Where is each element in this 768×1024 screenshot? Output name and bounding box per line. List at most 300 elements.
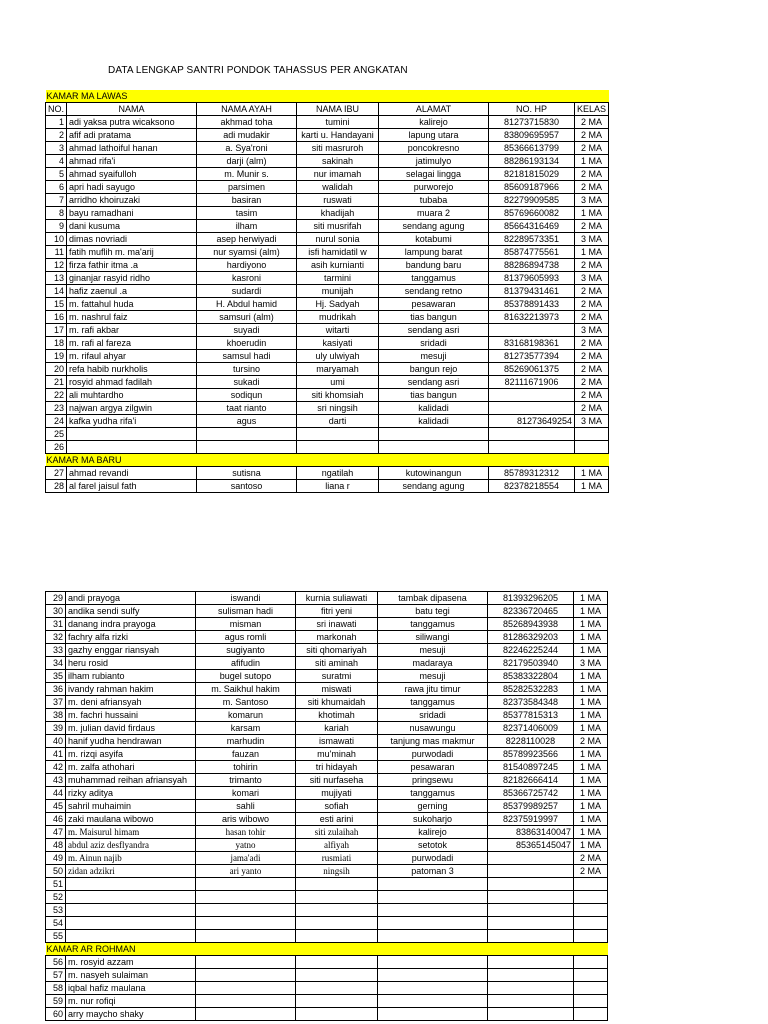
santri-name: najwan argya zilgwin <box>67 402 197 415</box>
row-number: 36 <box>46 683 66 696</box>
mother-name: kariah <box>296 722 378 735</box>
santri-name: arry maycho shaky <box>66 1008 196 1021</box>
santri-name: ali muhtardho <box>67 389 197 402</box>
father-name <box>196 956 296 969</box>
father-name: akhmad toha <box>197 116 297 129</box>
father-name: komari <box>196 787 296 800</box>
phone-number <box>488 904 574 917</box>
address <box>378 969 488 982</box>
santri-name: m. nasyeh sulaiman <box>66 969 196 982</box>
address: rawa jitu timur <box>378 683 488 696</box>
table-row <box>46 696 608 709</box>
class-level <box>575 441 609 454</box>
father-name: agus romli <box>196 631 296 644</box>
table-row <box>46 657 608 670</box>
address: mesuji <box>378 670 488 683</box>
father-name <box>196 891 296 904</box>
father-name <box>197 441 297 454</box>
table-row <box>46 904 608 917</box>
address: lampung barat <box>379 246 489 259</box>
phone-number <box>488 878 574 891</box>
class-level: 1 MA <box>574 761 608 774</box>
address <box>378 917 488 930</box>
father-name: karsam <box>196 722 296 735</box>
phone-number: 85269061375 <box>489 363 575 376</box>
column-header: NAMA AYAH <box>197 103 297 116</box>
phone-number <box>488 852 574 865</box>
mother-name: umi <box>297 376 379 389</box>
row-number: 19 <box>46 350 67 363</box>
father-name: santoso <box>197 480 297 493</box>
phone-number <box>489 428 575 441</box>
mother-name: fitri yeni <box>296 605 378 618</box>
column-header: NAMA IBU <box>297 103 379 116</box>
santri-name: muhammad reihan afriansyah <box>66 774 196 787</box>
santri-name: ivandy rahman hakim <box>66 683 196 696</box>
table-row <box>46 631 608 644</box>
row-number: 15 <box>46 298 67 311</box>
phone-number: 81379605993 <box>489 272 575 285</box>
class-level: 1 MA <box>574 813 608 826</box>
row-number: 56 <box>46 956 66 969</box>
mother-name: munijah <box>297 285 379 298</box>
mother-name: darti <box>297 415 379 428</box>
mother-name: liana r <box>297 480 379 493</box>
santri-name: sahril muhaimin <box>66 800 196 813</box>
section-kamar-ar-rohman <box>46 943 608 956</box>
address: sendang agung <box>379 220 489 233</box>
row-number: 35 <box>46 670 66 683</box>
address: sendang retno <box>379 285 489 298</box>
phone-number <box>489 389 575 402</box>
address <box>378 995 488 1008</box>
father-name: agus <box>197 415 297 428</box>
santri-name: andi prayoga <box>66 592 196 605</box>
table-row <box>46 930 608 943</box>
class-level: 2 MA <box>575 116 609 129</box>
row-number: 26 <box>46 441 67 454</box>
santri-name: m. rizqi asyifa <box>66 748 196 761</box>
father-name <box>196 904 296 917</box>
father-name: tohirin <box>196 761 296 774</box>
section-kamar-ma-baru <box>46 454 609 467</box>
table-row <box>46 480 609 493</box>
class-level: 2 MA <box>574 865 608 878</box>
class-level <box>574 930 608 943</box>
address: pringsewu <box>378 774 488 787</box>
father-name: hardiyono <box>197 259 297 272</box>
father-name: marhudin <box>196 735 296 748</box>
santri-name: abdul aziz desflyandra <box>66 839 196 852</box>
class-level: 1 MA <box>575 246 609 259</box>
table-row <box>46 592 608 605</box>
class-level: 3 MA <box>575 415 609 428</box>
mother-name: siti khumaidah <box>296 696 378 709</box>
mother-name: tri hidayah <box>296 761 378 774</box>
address: jatimulyo <box>379 155 489 168</box>
table-row <box>46 826 608 839</box>
address: bangun rejo <box>379 363 489 376</box>
phone-number: 82279909585 <box>489 194 575 207</box>
mother-name: siti zulaihah <box>296 826 378 839</box>
phone-number: 81273649254 <box>489 415 575 428</box>
address: nusawungu <box>378 722 488 735</box>
table-row <box>46 878 608 891</box>
table-row <box>46 376 609 389</box>
phone-number <box>488 1008 574 1021</box>
section-kamar-ma-lawas <box>46 90 609 103</box>
father-name: m. Munir s. <box>197 168 297 181</box>
father-name: m. Santoso <box>196 696 296 709</box>
mother-name: mu'minah <box>296 748 378 761</box>
father-name: parsimen <box>197 181 297 194</box>
address: tanggamus <box>378 696 488 709</box>
santri-name: m. rosyid azzam <box>66 956 196 969</box>
mother-name <box>296 917 378 930</box>
father-name: sugiyanto <box>196 644 296 657</box>
mother-name: karti u. Handayani <box>297 129 379 142</box>
class-level <box>574 995 608 1008</box>
santri-name: zidan adzikri <box>66 865 196 878</box>
table-header-row <box>46 103 609 116</box>
row-number: 37 <box>46 696 66 709</box>
mother-name: kasiyati <box>297 337 379 350</box>
row-number: 49 <box>46 852 66 865</box>
santri-name: apri hadi sayugo <box>67 181 197 194</box>
class-level <box>574 982 608 995</box>
santri-name: m. fachri hussaini <box>66 709 196 722</box>
table-row <box>46 389 609 402</box>
phone-number <box>488 917 574 930</box>
phone-number: 85789312312 <box>489 467 575 480</box>
class-level: 2 MA <box>575 402 609 415</box>
phone-number: 82336720465 <box>488 605 574 618</box>
phone-number: 85378891433 <box>489 298 575 311</box>
santri-name: kafka yudha rifa'i <box>67 415 197 428</box>
address: kalidadi <box>379 402 489 415</box>
santri-name: afif adi pratama <box>67 129 197 142</box>
row-number: 34 <box>46 657 66 670</box>
table-row <box>46 220 609 233</box>
row-number: 40 <box>46 735 66 748</box>
santri-name: adi yaksa putra wicaksono <box>67 116 197 129</box>
santri-name: zaki maulana wibowo <box>66 813 196 826</box>
table-row <box>46 142 609 155</box>
address: pesawaran <box>379 298 489 311</box>
phone-number: 85366613799 <box>489 142 575 155</box>
father-name: sutisna <box>197 467 297 480</box>
phone-number: 82111671906 <box>489 376 575 389</box>
mother-name: esti arini <box>296 813 378 826</box>
class-level: 1 MA <box>574 696 608 709</box>
phone-number <box>488 956 574 969</box>
class-level: 1 MA <box>574 592 608 605</box>
santri-name: hafiz zaenul .a <box>67 285 197 298</box>
table-row <box>46 852 608 865</box>
column-header: NO. HP <box>489 103 575 116</box>
mother-name: siti aminah <box>296 657 378 670</box>
santri-name: m. rafi akbar <box>67 324 197 337</box>
santri-name <box>66 917 196 930</box>
mother-name: sofiah <box>296 800 378 813</box>
mother-name: tumini <box>297 116 379 129</box>
table-row <box>46 722 608 735</box>
santri-name: ahmad syaifulloh <box>67 168 197 181</box>
table-row <box>46 709 608 722</box>
father-name: iswandi <box>196 592 296 605</box>
father-name: nur syamsi (alm) <box>197 246 297 259</box>
santri-name: ahmad rifa'i <box>67 155 197 168</box>
father-name: basiran <box>197 194 297 207</box>
class-level <box>574 904 608 917</box>
row-number: 42 <box>46 761 66 774</box>
section-label: KAMAR MA BARU <box>46 454 609 467</box>
father-name: sudardi <box>197 285 297 298</box>
father-name <box>196 1008 296 1021</box>
address: tanggamus <box>378 618 488 631</box>
class-level: 1 MA <box>574 631 608 644</box>
mother-name: rusmiati <box>296 852 378 865</box>
class-level: 2 MA <box>575 311 609 324</box>
address: mesuji <box>379 350 489 363</box>
address: tias bangun <box>379 311 489 324</box>
phone-number: 85769660082 <box>489 207 575 220</box>
row-number: 18 <box>46 337 67 350</box>
table-row <box>46 865 608 878</box>
address: pesawaran <box>378 761 488 774</box>
row-number: 16 <box>46 311 67 324</box>
address: sendang asri <box>379 324 489 337</box>
table-row <box>46 787 608 800</box>
table-row <box>46 800 608 813</box>
row-number: 60 <box>46 1008 66 1021</box>
class-level: 1 MA <box>574 709 608 722</box>
mother-name: sri inawati <box>296 618 378 631</box>
row-number: 51 <box>46 878 66 891</box>
table-row <box>46 670 608 683</box>
address: madaraya <box>378 657 488 670</box>
table-row <box>46 618 608 631</box>
table-row <box>46 683 608 696</box>
mother-name: nurul sonia <box>297 233 379 246</box>
father-name: yatno <box>196 839 296 852</box>
class-level: 2 MA <box>575 389 609 402</box>
class-level: 2 MA <box>575 259 609 272</box>
row-number: 46 <box>46 813 66 826</box>
father-name <box>196 917 296 930</box>
address: patoman 3 <box>378 865 488 878</box>
row-number: 28 <box>46 480 67 493</box>
mother-name: maryamah <box>297 363 379 376</box>
mother-name: nur imamah <box>297 168 379 181</box>
santri-name: fachry alfa rizki <box>66 631 196 644</box>
table-row <box>46 969 608 982</box>
table-row <box>46 233 609 246</box>
row-number: 21 <box>46 376 67 389</box>
row-number: 2 <box>46 129 67 142</box>
father-name: fauzan <box>196 748 296 761</box>
mother-name <box>297 441 379 454</box>
column-header: KELAS <box>575 103 609 116</box>
phone-number <box>488 982 574 995</box>
address: tanjung mas makmur <box>378 735 488 748</box>
class-level: 1 MA <box>574 774 608 787</box>
row-number: 11 <box>46 246 67 259</box>
class-level: 2 MA <box>574 735 608 748</box>
santri-name: m. Maisurul himam <box>66 826 196 839</box>
address: kalirejo <box>378 826 488 839</box>
phone-number: 85874775561 <box>489 246 575 259</box>
phone-number <box>489 324 575 337</box>
mother-name: siti musrifah <box>297 220 379 233</box>
address: mesuji <box>378 644 488 657</box>
santri-name: iqbal hafiz maulana <box>66 982 196 995</box>
santri-name: firza fathir itma .a <box>67 259 197 272</box>
row-number: 6 <box>46 181 67 194</box>
phone-number <box>488 969 574 982</box>
father-name: tasim <box>197 207 297 220</box>
santri-name <box>66 891 196 904</box>
phone-number: 81393296205 <box>488 592 574 605</box>
phone-number: 82371406009 <box>488 722 574 735</box>
row-number: 7 <box>46 194 67 207</box>
mother-name: siti masruroh <box>297 142 379 155</box>
mother-name: ruswati <box>297 194 379 207</box>
santri-name: refa habib nurkholis <box>67 363 197 376</box>
mother-name: khadijah <box>297 207 379 220</box>
row-number: 31 <box>46 618 66 631</box>
address: sridadi <box>378 709 488 722</box>
row-number: 1 <box>46 116 67 129</box>
address: kotabumi <box>379 233 489 246</box>
father-name: trimanto <box>196 774 296 787</box>
mother-name: khotimah <box>296 709 378 722</box>
mother-name: uly ulwiyah <box>297 350 379 363</box>
address <box>378 1008 488 1021</box>
row-number: 9 <box>46 220 67 233</box>
mother-name: siti qhomariyah <box>296 644 378 657</box>
address: kutowinangun <box>379 467 489 480</box>
address: tambak dipasena <box>378 592 488 605</box>
phone-number <box>489 441 575 454</box>
table-row <box>46 748 608 761</box>
santri-name <box>67 441 197 454</box>
phone-number: 81273715830 <box>489 116 575 129</box>
address: lapung utara <box>379 129 489 142</box>
santri-name: rosyid ahmad fadilah <box>67 376 197 389</box>
phone-number: 82246225244 <box>488 644 574 657</box>
row-number: 45 <box>46 800 66 813</box>
father-name: samsul hadi <box>197 350 297 363</box>
column-header: NAMA <box>67 103 197 116</box>
class-level <box>574 878 608 891</box>
class-level: 1 MA <box>575 480 609 493</box>
address: sridadi <box>379 337 489 350</box>
class-level: 3 MA <box>575 194 609 207</box>
mother-name: ningsih <box>296 865 378 878</box>
class-level <box>575 428 609 441</box>
father-name: afifudin <box>196 657 296 670</box>
phone-number: 88286894738 <box>489 259 575 272</box>
section-label: KAMAR MA LAWAS <box>46 90 609 103</box>
row-number: 55 <box>46 930 66 943</box>
address: tanggamus <box>379 272 489 285</box>
class-level: 1 MA <box>574 683 608 696</box>
table-row <box>46 181 609 194</box>
class-level: 1 MA <box>574 800 608 813</box>
santri-name: bayu ramadhani <box>67 207 197 220</box>
data-table-ma-lawas <box>45 90 609 493</box>
phone-number: 82289573351 <box>489 233 575 246</box>
class-level: 1 MA <box>574 722 608 735</box>
table-row <box>46 415 609 428</box>
class-level: 1 MA <box>574 618 608 631</box>
address <box>378 982 488 995</box>
class-level: 2 MA <box>575 285 609 298</box>
phone-number: 83168198361 <box>489 337 575 350</box>
address: purworejo <box>379 181 489 194</box>
row-number: 12 <box>46 259 67 272</box>
address: selagai lingga <box>379 168 489 181</box>
father-name: sulisman hadi <box>196 605 296 618</box>
santri-name: m. rafi al fareza <box>67 337 197 350</box>
santri-name: m. julian david firdaus <box>66 722 196 735</box>
class-level: 2 MA <box>575 337 609 350</box>
table-row <box>46 1008 608 1021</box>
mother-name: alfiyah <box>296 839 378 852</box>
table-row <box>46 402 609 415</box>
class-level: 1 MA <box>574 839 608 852</box>
address: tubaba <box>379 194 489 207</box>
address <box>378 891 488 904</box>
mother-name <box>296 878 378 891</box>
table-row <box>46 311 609 324</box>
father-name <box>196 878 296 891</box>
row-number: 32 <box>46 631 66 644</box>
santri-name: m. zalfa athohari <box>66 761 196 774</box>
table-row <box>46 129 609 142</box>
address: kalidadi <box>379 415 489 428</box>
phone-number: 85366725742 <box>488 787 574 800</box>
santri-name: dimas novriadi <box>67 233 197 246</box>
class-level: 2 MA <box>575 376 609 389</box>
table-row <box>46 324 609 337</box>
row-number: 4 <box>46 155 67 168</box>
santri-name <box>66 878 196 891</box>
class-level: 1 MA <box>575 467 609 480</box>
phone-number <box>488 930 574 943</box>
row-number: 48 <box>46 839 66 852</box>
table-row <box>46 272 609 285</box>
class-level: 2 MA <box>574 852 608 865</box>
phone-number: 83809695957 <box>489 129 575 142</box>
phone-number: 85379989257 <box>488 800 574 813</box>
table-row <box>46 891 608 904</box>
table-row <box>46 168 609 181</box>
phone-number: 83863140047 <box>488 826 574 839</box>
father-name: hasan tohir <box>196 826 296 839</box>
phone-number: 85789923566 <box>488 748 574 761</box>
column-header: ALAMAT <box>379 103 489 116</box>
father-name <box>196 930 296 943</box>
phone-number: 81273577394 <box>489 350 575 363</box>
class-level: 3 MA <box>575 233 609 246</box>
phone-number: 85609187966 <box>489 181 575 194</box>
column-header: NO. <box>46 103 67 116</box>
mother-name: tarmini <box>297 272 379 285</box>
mother-name: sri ningsih <box>297 402 379 415</box>
class-level: 3 MA <box>574 657 608 670</box>
